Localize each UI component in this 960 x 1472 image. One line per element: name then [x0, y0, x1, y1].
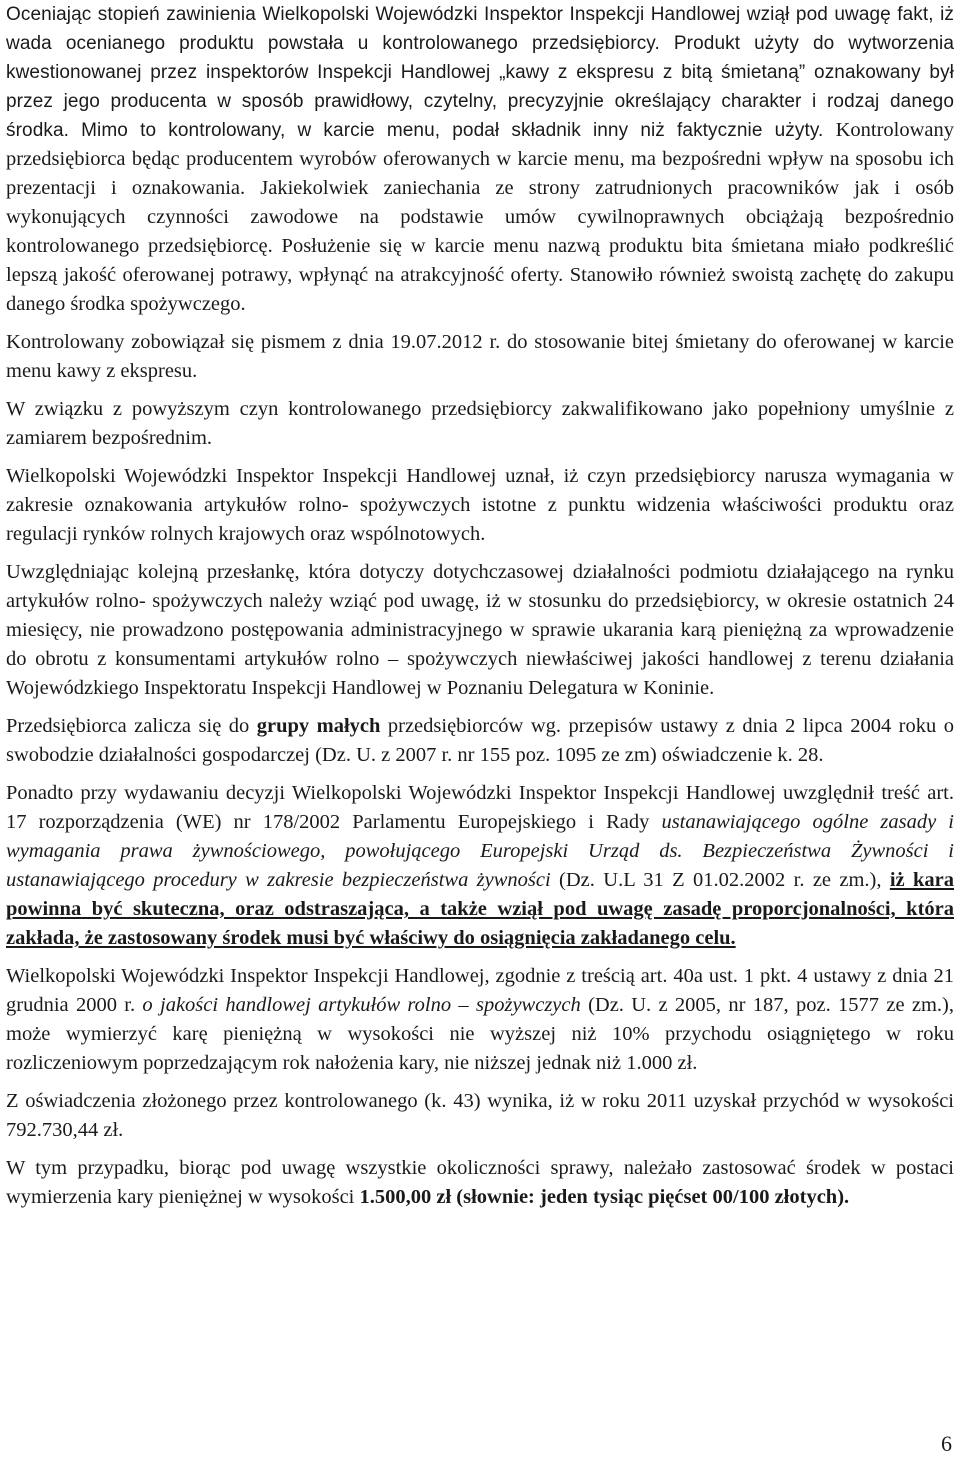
text-segment: Produkt użyty do wytworzenia kwestionowanej przez inspektorów Inspekcji Handlowej „kawy z ekspresu z bitą śmietaną” oznakowany był przez jego producenta w sposób prawidłowy, czytelny, precyzyjnie określający charakter i rodzaj danego środka. Mimo to kontrolowany, w karcie menu, podał składnik inny niż faktycznie użyty.: [6, 33, 954, 141]
text-segment: Wielkopolski Wojewódzki Inspektor Inspekcji Handlowej uznał, iż czyn przedsiębiorcy narusza wymagania w zakresie oznakowania artykułów rolno- spożywczych istotne z punktu widzenia właściwości produktu oraz regulacji rynków rolnych krajowych oraz wspólnotowych.: [6, 465, 954, 545]
text-segment: W związku z powyższym czyn kontrolowanego przedsiębiorcy zakwalifikowano jako popełniony umyślnie z zamiarem bezpośrednim.: [6, 398, 954, 449]
text-segment: iż kara powinna być skuteczna, oraz odstraszająca, a także wziął pod uwagę zasadę proporcjonalności, która zakłada, że zastosowany środek musi być właściwy do osiągnięcia zakładanego celu.: [6, 869, 954, 949]
paragraph: [6, 328, 954, 386]
paragraph: [6, 1087, 954, 1145]
paragraph: [6, 962, 954, 1078]
text-segment: ustanawiającego ogólne zasady i wymagania prawa żywnościowego, powołującego Europejski Urząd ds. Bezpieczeństwa Żywności i ustanawiającego procedury w zakresie bezpieczeństwa żywności: [6, 811, 955, 891]
paragraph: [6, 779, 954, 953]
text-segment: Kontrolowany zobowiązał się pismem z dnia 19.07.2012 r. do stosowanie bitej śmietany do oferowanej w karcie menu kawy z ekspresu.: [6, 331, 954, 382]
document-body: [6, 0, 954, 1212]
paragraph: [6, 1154, 954, 1212]
text-segment: Ponadto przy wydawaniu decyzji Wielkopolski Wojewódzki Inspektor Inspekcji Handlowej uwzględnił treść art. 17 rozporządzenia (WE) nr 178/2002 Parlamentu Europejskiego i Rady: [6, 782, 954, 833]
document-page: [6, 0, 954, 1221]
paragraph: [6, 0, 954, 319]
text-segment: Kontrolowany przedsiębiorca będąc producentem wyrobów oferowanych w karcie menu, ma bezpośredni wpływ na sposobu ich prezentacji i oznakowania. Jakiekolwiek zaniechania ze strony zatrudnionych pracowników jak i osób wykonujących czynności zawodowe na podstawie umów cywilnoprawnych obciążają bezpośrednio kontrolowanego przedsiębiorcę. Posłużenie się w karcie menu nazwą produktu bita śmietana miało podkreślić lepszą jakość oferowanej potrawy, wpłynąć na atrakcyjność oferty. Stanowiło również swoistą zachętę do zakupu danego środka spożywczego.: [6, 119, 954, 315]
text-segment: Z oświadczenia złożonego przez kontrolowanego (k. 43) wynika, iż w roku 2011 uzyskał przychód w wysokości 792.730,44 zł.: [6, 1090, 954, 1141]
text-segment: Oceniając stopień zawinienia Wielkopolski Wojewódzki Inspektor Inspekcji Handlowej wziął pod uwagę fakt, iż wada ocenianego produktu powstała u kontrolowanego przedsiębiorcy.: [6, 4, 954, 54]
paragraph: [6, 395, 954, 453]
paragraph: [6, 712, 954, 770]
text-segment: Przedsiębiorca zalicza się do: [6, 715, 257, 737]
text-segment: grupy małych: [256, 715, 381, 737]
text-segment: Uwzględniając kolejną przesłankę, która dotyczy dotychczasowej działalności podmiotu działającego na rynku artykułów rolno- spożywczych należy wziąć pod uwagę, iż w stosunku do przedsiębiorcy, w okresie ostatnich 24 miesięcy, nie prowadzono postępowania administracyjnego w sprawie ukarania karą pieniężną za wprowadzenie do obrotu z konsumentami artykułów rolno – spożywczych niewłaściwej jakości handlowej z terenu działania Wojewódzkiego Inspektoratu Inspekcji Handlowej w Poznaniu Delegatura w Koninie.: [6, 561, 954, 699]
text-segment: o jakości handlowej artykułów rolno – spożywczych: [142, 994, 581, 1016]
text-segment: W tym przypadku, biorąc pod uwagę wszystkie okoliczności sprawy, należało zastosować środek w postaci wymierzenia kary pieniężnej w wysokości: [6, 1157, 954, 1208]
paragraph: [6, 558, 954, 703]
text-segment: przedsiębiorców wg. przepisów ustawy z dnia 2 lipca 2004 roku o swobodzie działalności gospodarczej (Dz. U. z 2007 r. nr 155 poz. 1095 ze zm) oświadczenie k. 28.: [6, 715, 954, 766]
text-segment: Wielkopolski Wojewódzki Inspektor Inspekcji Handlowej, zgodnie z treścią art. 40a ust. 1 pkt. 4 ustawy z dnia 21 grudnia 2000 r.: [6, 965, 954, 1016]
text-segment: 1.500,00 zł (słownie: jeden tysiąc pięćset 00/100 złotych).: [359, 1186, 850, 1208]
text-segment: (Dz. U.L 31 Z 01.02.2002 r. ze zm.),: [550, 869, 890, 891]
paragraph: [6, 462, 954, 549]
text-segment: (Dz. U. z 2005, nr 187, poz. 1577 ze zm.), może wymierzyć karę pieniężną w wysokości nie wyższej niż 10% przychodu osiągniętego w roku rozliczeniowym poprzedzającym rok nałożenia kary, nie niższej jednak niż 1.000 zł.: [6, 994, 954, 1074]
page-number: 6: [941, 1431, 952, 1456]
